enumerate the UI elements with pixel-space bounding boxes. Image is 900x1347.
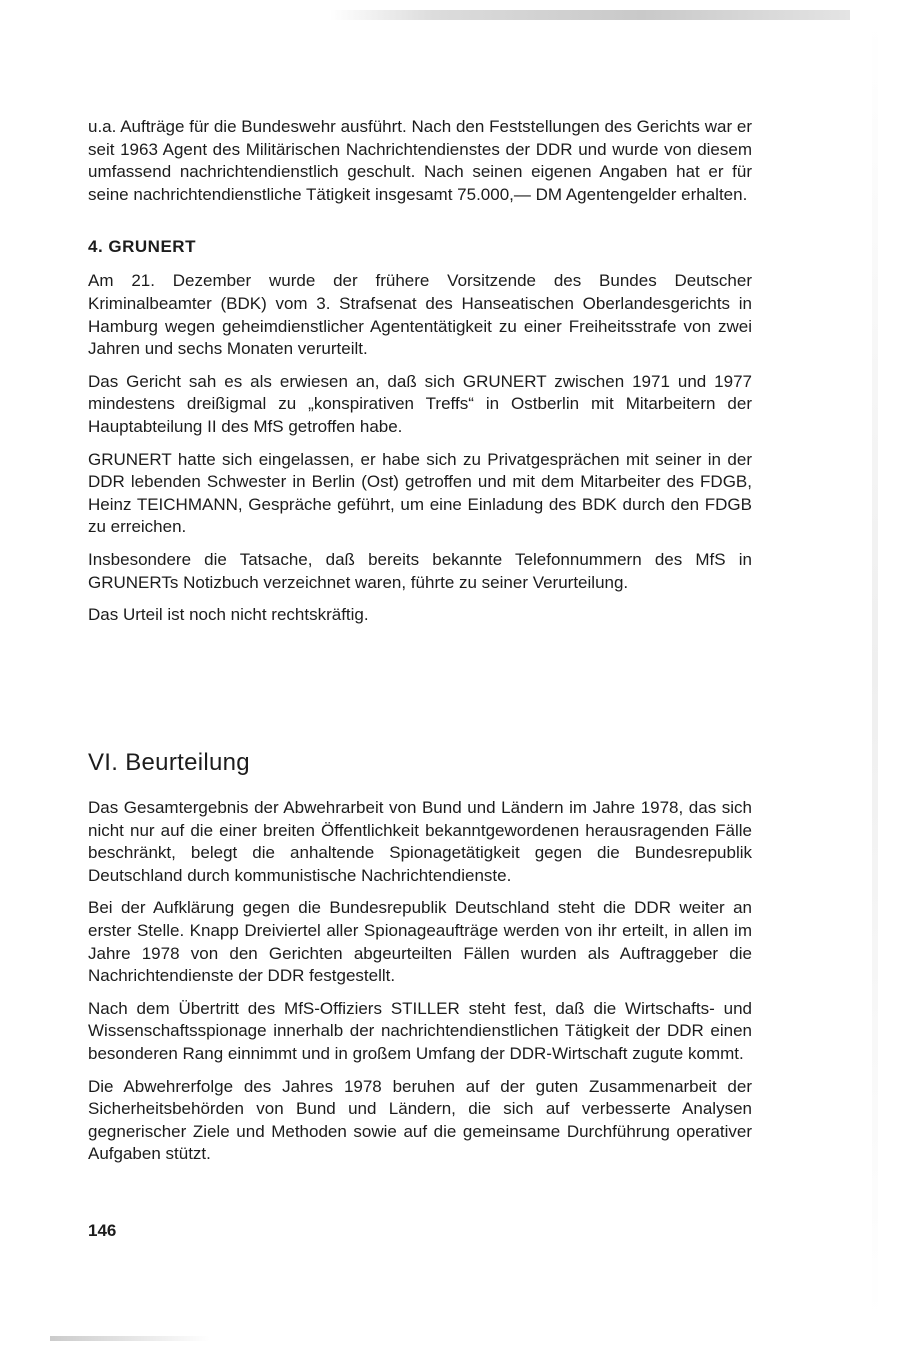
assessment-paragraph: Bei der Aufklärung gegen die Bundesrepublik Deutschland steht die DDR weiter an erster Stelle. Knapp Dreiviertel aller Spionageaufträge werden von ihr erteilt, in allen im Jahre 1978 von den Gerichten abgeurteilten Fällen wurden als Auftraggeber die Nachrichtendienste der DDR festgestellt. xyxy=(88,898,752,986)
case-paragraph: Am 21. Dezember wurde der frühere Vorsitzende des Bundes Deutscher Kriminalbeamter (BDK) vom 3. Strafsenat des Hanseatischen Oberlandesgerichts in Hamburg wegen geheimdienstlicher Agententätigkeit zu einer Freiheitsstrafe von zwei Jahren und sechs Monaten verurteilt. xyxy=(88,271,752,359)
case-heading: 4. GRUNERT xyxy=(88,237,196,257)
assessment-paragraph: Die Abwehrerfolge des Jahres 1978 beruhen auf der guten Zusammenarbeit der Sicherheitsbehörden von Bund und Ländern, die sich auf verbesserte Analysen gegnerischer Ziele und Methoden sowie auf die gemeinsame Durchführung operativer Aufgaben stützt. xyxy=(88,1076,752,1164)
case-paragraph: Insbesondere die Tatsache, daß bereits bekannte Telefonnummern des MfS in GRUNERTs Notizbuch verzeichnet waren, führte zu seiner Verurteilung. xyxy=(88,549,752,592)
case-paragraph: Das Urteil ist noch nicht rechtskräftig. xyxy=(88,605,369,625)
case-paragraph: Das Gericht sah es als erwiesen an, daß sich GRUNERT zwischen 1971 und 1977 mindestens dreißigmal zu „konspirativen Treffs“ in Ostberlin mit Mitarbeitern der Hauptabteilung II des MfS getroffen habe. xyxy=(88,371,752,436)
assessment-paragraph: Nach dem Übertritt des MfS-Offiziers STILLER steht fest, daß die Wirtschafts- und Wissenschaftsspionage innerhalb der nachrichtendienstlichen Tätigkeit der DDR einen besonderen Rang einnimmt und in großem Umfang der DDR-Wirtschaft zugute kommt. xyxy=(88,998,752,1063)
document-body-lower xyxy=(88,797,752,1166)
case-paragraph: GRUNERT hatte sich eingelassen, er habe sich zu Privatgesprächen mit seiner in der DDR lebenden Schwester in Berlin (Ost) getroffen und mit dem Mitarbeiter des FDGB, Heinz TEICHMANN, Gespräche geführt, um eine Einladung des BDK durch den FDGB zu erreichen. xyxy=(88,449,752,537)
page-number: 146 xyxy=(88,1221,117,1240)
scan-edge-right xyxy=(872,20,878,1320)
scan-edge-top xyxy=(330,10,850,20)
assessment-paragraph: Das Gesamtergebnis der Abwehrarbeit von Bund und Ländern im Jahre 1978, das sich nicht nur auf die einer breiten Öffentlichkeit bekanntgewordenen herausragenden Fälle beschränkt, belegt die anhaltende Spionagetätigkeit gegen die Bundesrepublik Deutschland durch kommunistische Nachrichtendienste. xyxy=(88,798,752,885)
document-body-upper xyxy=(88,116,752,627)
scan-edge-bottom xyxy=(50,1336,210,1341)
continuation-paragraph: u.a. Aufträge für die Bundeswehr ausführt. Nach den Feststellungen des Gerichts war er seit 1963 Agent des Militärischen Nachrichtendienstes der DDR und wurde von diesem umfassend nachrichtendienstlich geschult. Nach seinen eigenen Angaben hat er für seine nachrichtendienstliche Tätigkeit insgesamt 75.000,— DM Agentengelder erhalten. xyxy=(88,117,752,204)
section-heading-assessment: VI. Beurteilung xyxy=(88,749,250,776)
